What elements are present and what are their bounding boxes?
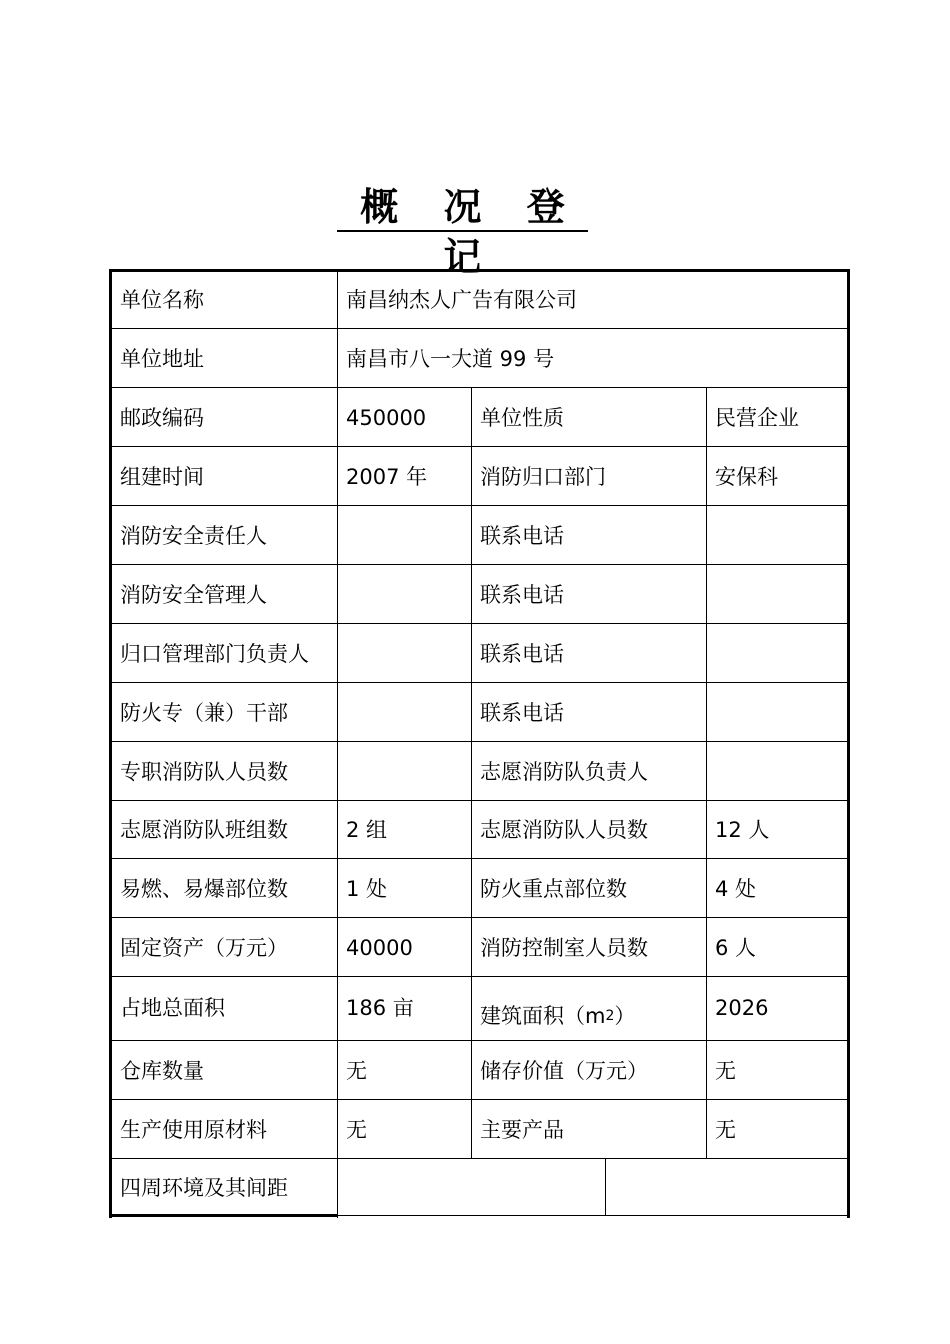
value-fixed-assets: 40000 [346,935,413,960]
label-building-area-text: 建筑面积（m [480,1003,606,1028]
value-main-products: 无 [715,1117,736,1142]
value-land-area: 186 亩 [346,995,414,1020]
value-volunteer-count: 12 人 [715,818,770,842]
value-fire-department: 安保科 [715,464,778,489]
label-postal-code: 邮政编码 [120,405,204,430]
label-surroundings: 四周环境及其间距 [120,1175,288,1200]
value-unit-nature: 民营企业 [715,405,799,430]
label-unit-name: 单位名称 [120,288,204,312]
label-dept-head: 归口管理部门负责人 [120,641,309,666]
label-control-room-staff: 消防控制室人员数 [480,935,648,960]
value-raw-materials: 无 [346,1117,367,1142]
label-unit-nature: 单位性质 [480,405,564,430]
page-title: 概 况 登 记 [337,182,588,232]
value-control-room-staff: 6 人 [715,935,757,960]
value-unit-name: 南昌纳杰人广告有限公司 [346,288,577,312]
value-key-fire-sites: 4 处 [715,876,757,901]
label-key-fire-sites: 防火重点部位数 [480,876,627,901]
label-volunteer-count: 志愿消防队人员数 [480,818,648,842]
label-volunteer-leader: 志愿消防队负责人 [480,759,648,784]
value-building-area: 2026 [715,995,769,1020]
label-unit-address: 单位地址 [120,346,204,371]
label-raw-materials: 生产使用原材料 [120,1117,267,1142]
label-established: 组建时间 [120,464,204,489]
label-building-area-end: ） [614,1003,636,1028]
label-flammable-sites: 易燃、易爆部位数 [120,876,288,901]
label-warehouse-count: 仓库数量 [120,1058,204,1083]
value-postal-code: 450000 [346,405,427,430]
label-fire-department: 消防归口部门 [480,464,606,489]
label-volunteer-groups: 志愿消防队班组数 [120,818,288,842]
label-full-time-crew: 专职消防队人员数 [120,759,288,784]
label-safety-responsible: 消防安全责任人 [120,523,267,548]
value-storage-value: 无 [715,1058,736,1083]
value-volunteer-groups: 2 组 [346,818,388,842]
value-warehouse-count: 无 [346,1058,367,1083]
value-established: 2007 年 [346,464,428,489]
label-safety-manager: 消防安全管理人 [120,582,267,607]
label-building-area: 建筑面积（m 2 ） [480,1003,636,1028]
label-phone-3: 联系电话 [480,641,564,666]
value-flammable-sites: 1 处 [346,876,388,901]
label-phone-4: 联系电话 [480,700,564,725]
label-phone-2: 联系电话 [480,582,564,607]
value-unit-address: 南昌市八一大道 99 号 [346,346,555,371]
label-fixed-assets: 固定资产（万元） [120,935,288,960]
label-storage-value: 储存价值（万元） [480,1058,648,1083]
label-main-products: 主要产品 [480,1117,564,1142]
label-land-area: 占地总面积 [120,995,225,1020]
label-phone-1: 联系电话 [480,523,564,548]
label-fire-officer: 防火专（兼）干部 [120,700,288,725]
